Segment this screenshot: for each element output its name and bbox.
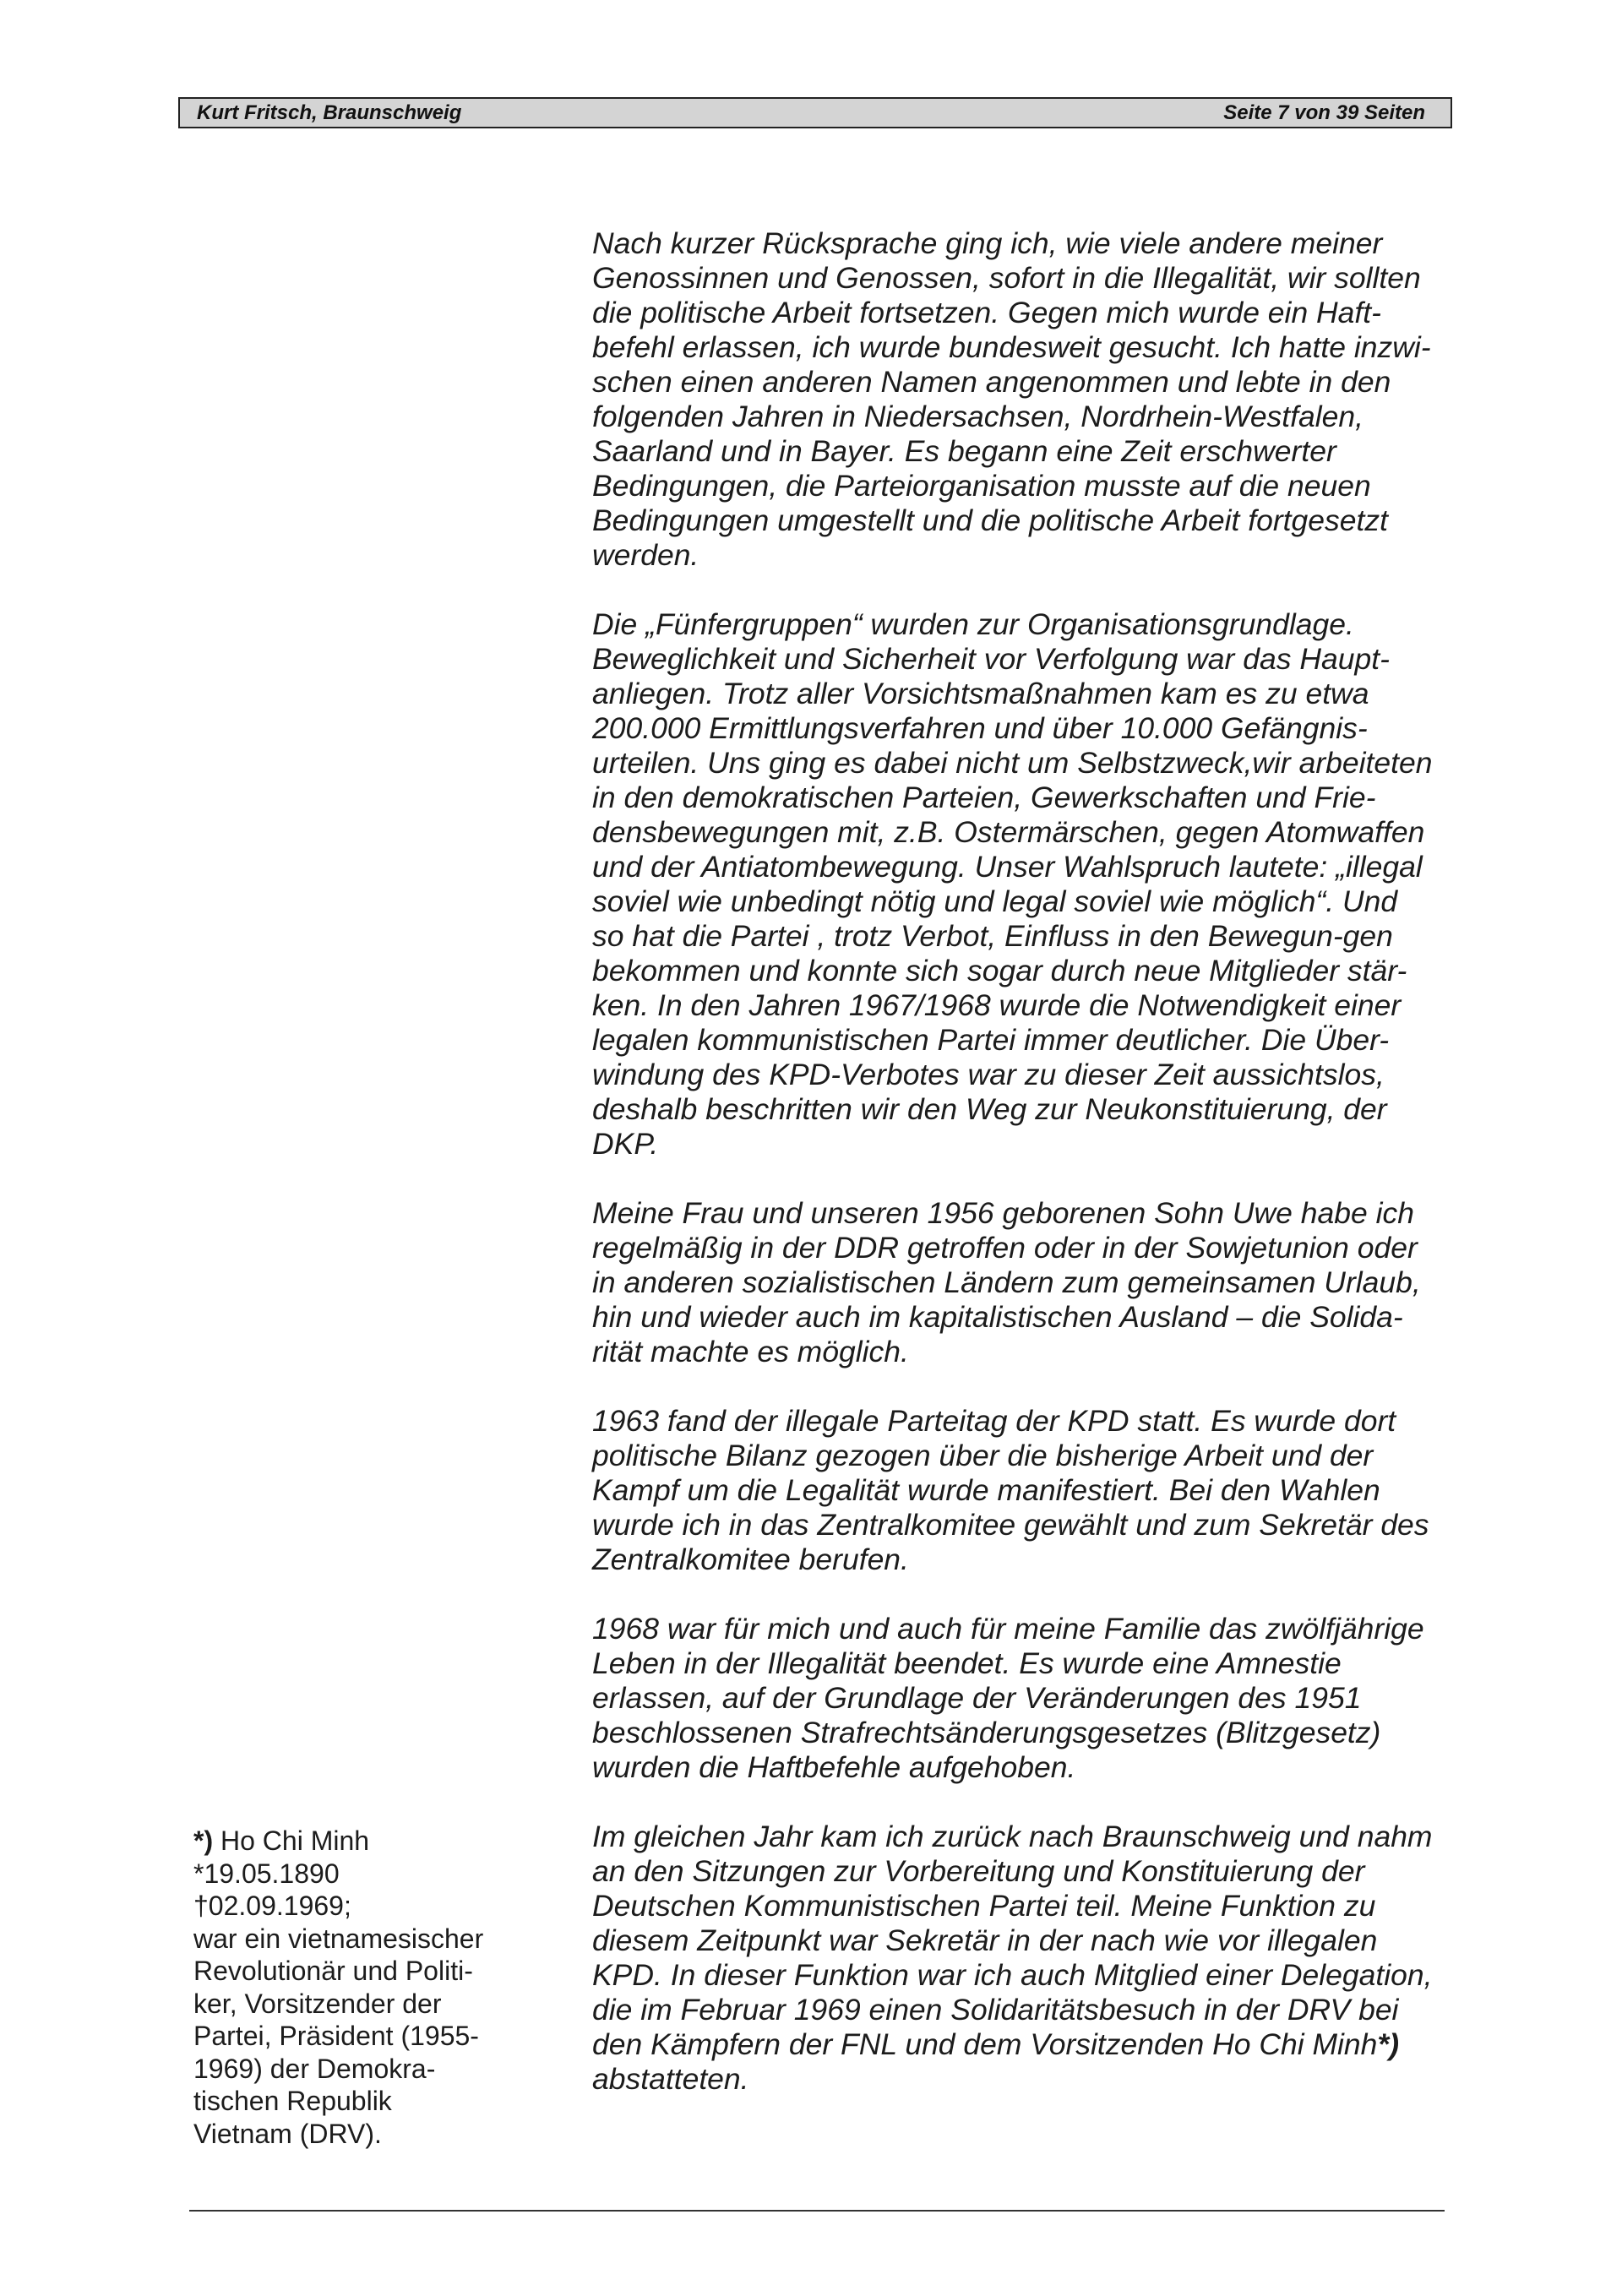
margin-note-text: Ho Chi Minh *19.05.1890 †02.09.1969; war ein vietnamesischer Revolutionär und Politi- ker, Vorsitzender der Partei, Präsident (1955- 1969) der Demokra- tischen Republik Vietnam (DRV). bbox=[193, 1825, 484, 2149]
page-header bbox=[178, 97, 1452, 128]
paragraph-text-end: abstatteten. bbox=[592, 2062, 749, 2096]
header-author: Kurt Fritsch, Braunschweig bbox=[197, 101, 462, 124]
paragraph: 1968 war für mich und auch für meine Familie das zwölfjährige Leben in der Illegalität beendet. Es wurde eine Amnestie erlassen, auf der Grundlage der Veränderungen des 1951 beschlossenen Strafrechtsänderungsgesetzes (Blitzgesetz) wurden die Haftbefehle aufgehoben. bbox=[592, 1612, 1424, 1784]
paragraph-with-footnote-ref bbox=[592, 1820, 1454, 2097]
margin-note-marker: *) bbox=[193, 1825, 214, 1856]
margin-note bbox=[193, 1825, 514, 2150]
paragraph: Meine Frau und unseren 1956 geborenen Sohn Uwe habe ich regelmäßig in der DDR getroffen oder in der Sowjetunion oder in anderen sozialistischen Ländern zum gemeinsamen Urlaub, hin und wieder auch im kapitalistischen Ausland – die Solida- rität machte es möglich. bbox=[592, 1196, 1421, 1368]
paragraph: Die „Fünfergruppen“ wurden zur Organisationsgrundlage. Beweglichkeit und Sicherheit vor Verfolgung war das Haupt- anliegen. Trotz aller Vorsichtsmaßnahmen kam es zu etwa 200.000 Ermittlungsverfahren und über 10.000 Gefängnis- urteilen. Uns ging es dabei nicht um Selbstzweck,wir arbeiteten in den demokratischen Parteien, Gewerkschaften und Frie- densbewegungen mit, z.B. Ostermärschen, gegen Atomwaffen und der Antiatombewegung. Unser Wahlspruch lautete: „illegal soviel wie unbedingt nötig und legal soviel wie möglich“. Und so hat die Partei , trotz Verbot, Einfluss in den Bewegun-gen bekommen und konnte sich sogar durch neue Mitglieder stär- ken. In den Jahren 1967/1968 wurde die Notwendigkeit einer legalen kommunistischen Partei immer deutlicher. Die Über- windung des KPD-Verbotes war zu dieser Zeit aussichtslos, deshalb beschritten wir den Weg zur Neukonstituierung, der DKP. bbox=[592, 607, 1433, 1161]
footnote-reference: *) bbox=[1377, 2027, 1400, 2061]
footer-divider bbox=[189, 2210, 1445, 2212]
header-page-info: Seite 7 von 39 Seiten bbox=[1223, 101, 1425, 124]
paragraph: Nach kurzer Rücksprache ging ich, wie viele andere meiner Genossinnen und Genossen, sofort in die Illegalität, wir sollten die politische Arbeit fortsetzen. Gegen mich wurde ein Haft- befehl erlassen, ich wurde bundesweit gesucht. Ich hatte inzwi- schen einen anderen Namen angenommen und lebte in den folgenden Jahren in Niedersachsen, Nordrhein-Westfalen, Saarland und in Bayer. Es begann eine Zeit erschwerter Bedingungen, die Parteiorganisation musste auf die neuen Bedingungen umgestellt und die politische Arbeit fortgesetzt werden. bbox=[592, 226, 1431, 572]
paragraph: 1963 fand der illegale Parteitag der KPD statt. Es wurde dort politische Bilanz gezogen über die bisherige Arbeit und der Kampf um die Legalität wurde manifestiert. Bei den Wahlen wurde ich in das Zentralkomitee gewählt und zum Sekretär des Zentralkomitee berufen. bbox=[592, 1404, 1429, 1576]
paragraph-text: Im gleichen Jahr kam ich zurück nach Braunschweig und nahm an den Sitzungen zur Vorbereitung und Konstituierung der Deutschen Kommunistischen Partei teil. Meine Funktion zu diesem Zeitpunkt war Sekretär in der nach wie vor illegalen KPD. In dieser Funktion war ich auch Mitglied einer Delegation, die im Februar 1969 einen Solidaritätsbesuch in der DRV bei den Kämpfern der FNL und dem Vorsitzenden Ho Chi Minh bbox=[592, 1820, 1433, 2061]
main-text-column bbox=[592, 226, 1454, 2097]
